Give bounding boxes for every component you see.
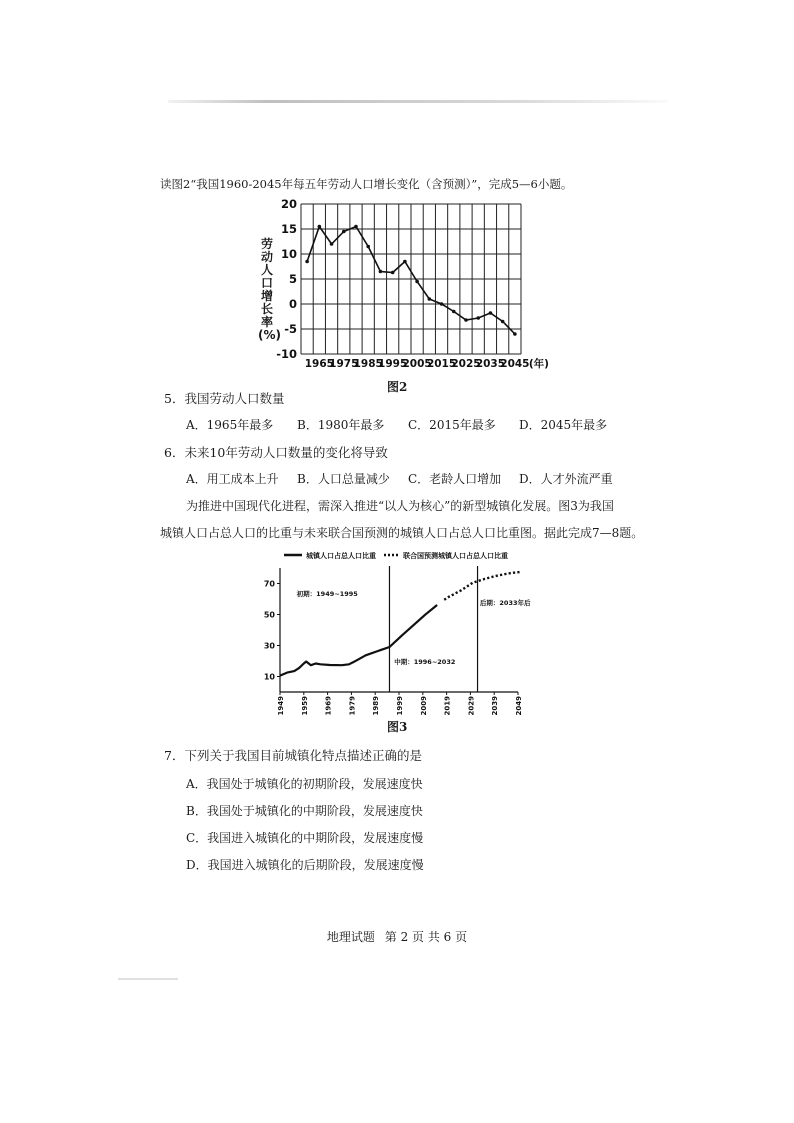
fig3-stage-label-2: 后期：2033年后 — [479, 599, 531, 608]
q7-option-a[interactable]: A．我国处于城镇化的初期阶段，发展速度快 — [186, 777, 423, 791]
fig3-series-un-projection — [444, 572, 520, 600]
fig3-stage-label-0: 初期：1949~1995 — [296, 589, 358, 598]
fig2-data-point — [379, 270, 383, 274]
q6-option-c[interactable]: C．老龄人口增加 — [408, 472, 502, 486]
q6-option-b[interactable]: B．人口总量减少 — [297, 472, 390, 486]
fig2-ytick-label: 0 — [288, 297, 297, 311]
fig3-xtick-label: 1969 — [324, 696, 333, 716]
fig2-data-point — [428, 297, 432, 301]
fig3-caption: 图3 — [387, 720, 408, 734]
q7-stem: 7．下列关于我国目前城镇化特点描述正确的是 — [164, 748, 422, 763]
fig2-data-point — [415, 280, 419, 284]
fig3-xtick-label: 2039 — [491, 696, 500, 716]
fig2-xtick-label: 1975 — [329, 358, 359, 370]
fig2-data-point — [366, 245, 370, 249]
fig2-data-point — [489, 311, 493, 315]
q5-option-d[interactable]: D．2045年最多 — [519, 418, 608, 432]
fig3-xtick-label: 2049 — [515, 696, 523, 716]
fig3-xtick-label: 2029 — [467, 696, 476, 716]
intro-fig3-line1: 为推进中国现代化进程，需深入推进“以人为核心”的新型城镇化发展。图3为我国 — [186, 499, 614, 513]
q6-option-d[interactable]: D．人才外流严重 — [519, 472, 613, 486]
q7-option-c[interactable]: C．我国进入城镇化的中期阶段，发展速度慢 — [186, 831, 424, 845]
fig3-xtick-label: 1989 — [372, 696, 381, 716]
fig2-xtick-label: 2025 — [451, 358, 481, 370]
fig2-data-point — [513, 332, 517, 336]
fig2-ytick-label: 5 — [288, 272, 297, 286]
fig2-xtick-label: 2045 — [500, 358, 530, 370]
footer-subject: 地理试题 — [326, 930, 375, 944]
scan-bottom-rule — [118, 978, 178, 980]
fig2-xtick-label: 1985 — [353, 358, 383, 370]
q6-stem: 6．未来10年劳动人口数量的变化将导致 — [164, 445, 388, 460]
fig2-data-point — [464, 318, 468, 322]
fig3-xtick-label: 2019 — [443, 696, 452, 716]
fig3-xtick-label: 1999 — [396, 696, 404, 716]
q7-option-b[interactable]: B．我国处于城镇化的中期阶段，发展速度快 — [186, 804, 423, 818]
fig2-xtick-label: 2005 — [402, 358, 432, 370]
fig2-xtick-label: 1995 — [378, 358, 408, 370]
intro-fig3-line2: 城镇人口占总人口的比重与未来联合国预测的城镇人口占总人口比重图。据此完成7—8题。 — [160, 526, 644, 540]
fig3-legend-label-0: 城镇人口占总人口比重 — [306, 552, 376, 560]
fig3-xtick-label: 2009 — [419, 696, 428, 716]
fig2-xtick-label: 1965 — [304, 358, 334, 370]
fig2-data-point — [330, 242, 334, 246]
fig2-ytick-label: 15 — [280, 222, 297, 236]
fig2-data-point — [305, 260, 309, 264]
fig3-ytick-label: 30 — [263, 641, 275, 651]
fig2-ytick-label: 20 — [280, 197, 297, 211]
fig2-data-point — [501, 320, 505, 324]
fig2-xtick-label: 2035 — [475, 358, 506, 370]
fig3-ytick-label: 50 — [263, 610, 275, 620]
fig2-chart — [270, 194, 550, 374]
fig2-data-point — [476, 316, 480, 320]
q6-option-a[interactable]: A．用工成本上升 — [186, 472, 279, 486]
fig2-caption: 图2 — [387, 380, 408, 394]
q5-stem: 5．我国劳动人口数量 — [164, 391, 285, 406]
fig2-data-point — [318, 225, 322, 229]
q5-option-a[interactable]: A．1965年最多 — [186, 418, 274, 432]
fig3-chart — [262, 546, 532, 716]
fig2-xunit-label: (年) — [528, 358, 549, 370]
fig2-ytick-label: -10 — [276, 347, 297, 361]
fig2-data-point — [391, 271, 395, 275]
fig3-xtick-label: 1949 — [277, 696, 285, 716]
fig2-data-point — [342, 230, 346, 234]
fig2-data-point — [440, 302, 444, 306]
fig2-ytick-label: 10 — [280, 247, 297, 261]
fig2-data-point — [354, 225, 358, 229]
page-footer — [0, 928, 794, 945]
fig3-xtick-label: 1979 — [348, 696, 357, 716]
fig2-ytick-label: -5 — [284, 322, 297, 336]
q5-option-c[interactable]: C．2015年最多 — [408, 418, 496, 432]
fig3-legend-label-1: 联合国预测城镇人口占总人口比重 — [403, 552, 508, 560]
fig2-data-point — [403, 260, 407, 264]
fig3-xtick-label: 1959 — [300, 696, 309, 716]
fig2-xtick-label: 2015 — [426, 358, 457, 370]
fig3-ytick-label: 70 — [263, 579, 275, 589]
fig3-stage-label-1: 中期：1996~2032 — [394, 658, 456, 667]
q5-option-b[interactable]: B．1980年最多 — [297, 418, 385, 432]
q7-option-d[interactable]: D．我国进入城镇化的后期阶段，发展速度慢 — [186, 858, 424, 872]
scan-top-rule — [168, 100, 668, 103]
fig2-ylabel: 劳动人口增长率(%) — [258, 237, 281, 342]
intro-fig2: 读图2“我国1960-2045年每五年劳动人口增长变化（含预测）”，完成5—6小题。 — [160, 177, 573, 191]
fig2-data-point — [452, 310, 456, 314]
footer-page: 第 2 页 共 6 页 — [384, 930, 468, 944]
fig3-ytick-label: 10 — [263, 672, 275, 682]
